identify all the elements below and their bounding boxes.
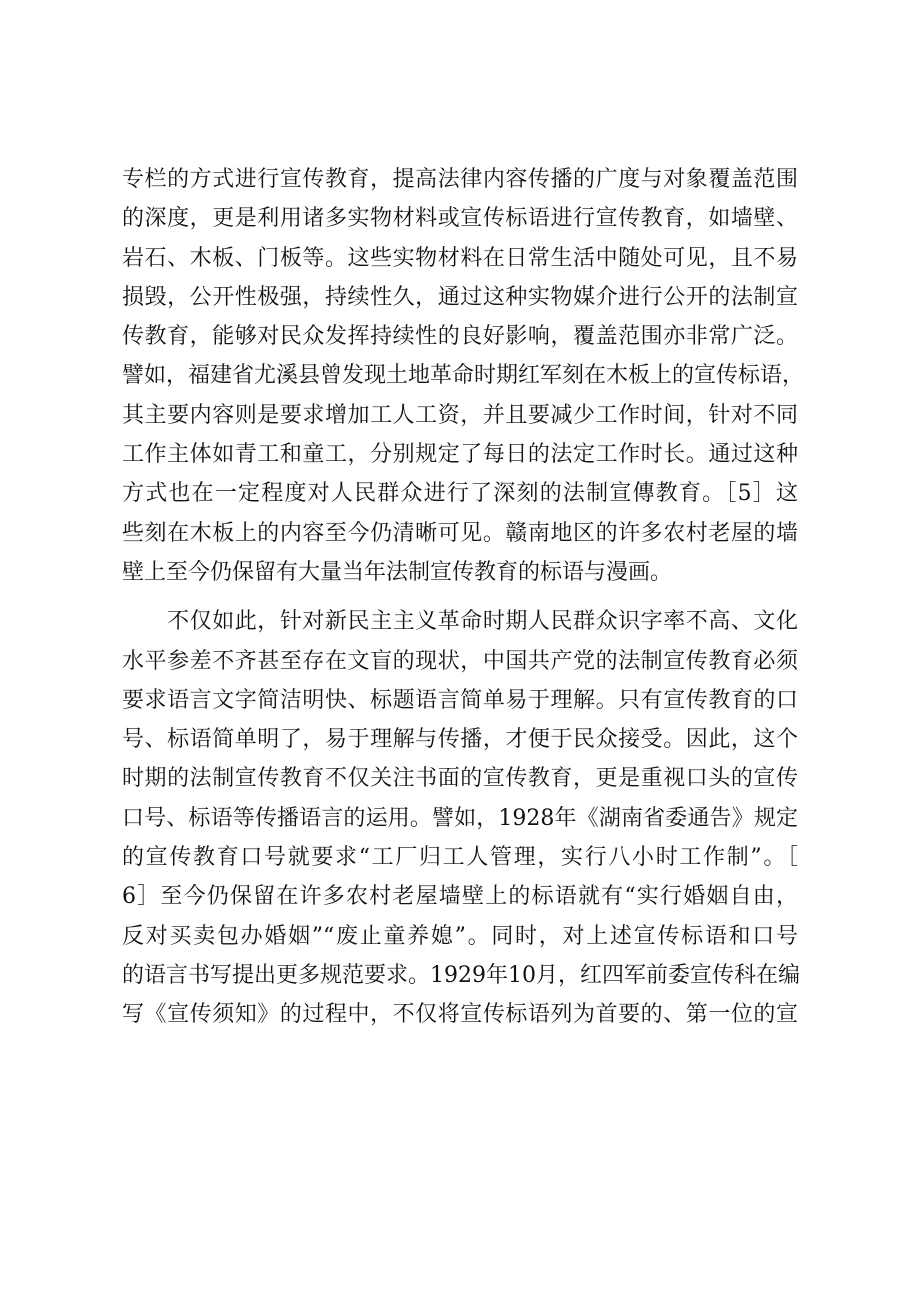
text-line: 反对买卖包办婚姻”“废止童养媳”。同时，对上述宣传标语和口号 <box>122 923 798 949</box>
paragraph-2 <box>122 602 798 1034</box>
text-line: 方式也在一定程度对人民群众进行了深刻的法制宣傳教育。［5］这 <box>122 481 798 507</box>
text-line: 壁上至今仍保留有大量当年法制宣传教育的标语与漫画。 <box>122 559 673 585</box>
text-line: 岩石、木板、门板等。这些实物材料在日常生活中随处可见，且不易 <box>122 245 798 271</box>
text-line: 6］至今仍保留在许多农村老屋墙壁上的标语就有“实行婚姻自由， <box>122 884 798 910</box>
text-line: 时期的法制宣传教育不仅关注书面的宣传教育，更是重视口头的宣传 <box>122 766 798 792</box>
text-line: 不仅如此，针对新民主主义革命时期人民群众识字率不高、文化 <box>122 609 798 635</box>
paragraph-1 <box>122 160 805 592</box>
text-line: 号、标语简单明了，易于理解与传播，才便于民众接受。因此，这个 <box>122 727 798 753</box>
text-line: 专栏的方式进行宣传教育，提高法律内容传播的广度与对象覆盖范围 <box>122 167 798 192</box>
text-line: 工作主体如青工和童工，分别规定了每日的法定工作时长。通过这种 <box>122 442 798 468</box>
text-line: 其主要内容则是要求增加工人工资，并且要减少工作时间，针对不同 <box>122 402 798 428</box>
text-line: 的语言书写提出更多规范要求。1929年10月，红四军前委宣传科在编 <box>122 962 800 988</box>
paragraph-gap <box>122 592 798 602</box>
text-line: 损毁，公开性极强，持续性久，通过这种实物媒介进行公开的法制宣 <box>122 284 798 310</box>
text-line: 水平参差不齐甚至存在文盲的现状，中国共产党的法制宣传教育必须 <box>122 648 798 674</box>
text-line: 的深度，更是利用诸多实物材料或宣传标语进行宣传教育，如墙壁、 <box>122 206 798 232</box>
body-text <box>122 160 805 1035</box>
text-line: 些刻在木板上的内容至今仍清晰可见。赣南地区的许多农村老屋的墙 <box>122 520 798 546</box>
text-line: 写《宣传须知》的过程中，不仅将宣传标语列为首要的、第一位的宣 <box>122 1002 798 1028</box>
text-line: 要求语言文字简洁明快、标题语言简单易于理解。只有宣传教育的口 <box>122 687 798 713</box>
text-line: 传教育，能够对民众发挥持续性的良好影响，覆盖范围亦非常广泛。 <box>122 324 798 350</box>
text-line: 譬如，福建省尤溪县曾发现土地革命时期红军刻在木板上的宣传标语， <box>122 363 805 389</box>
text-line: 的宣传教育口号就要求“工厂归工人管理，实行八小时工作制”。［ <box>122 845 798 871</box>
text-line: 口号、标语等传播语言的运用。譬如，1928年《湖南省委通告》规定 <box>122 805 798 831</box>
